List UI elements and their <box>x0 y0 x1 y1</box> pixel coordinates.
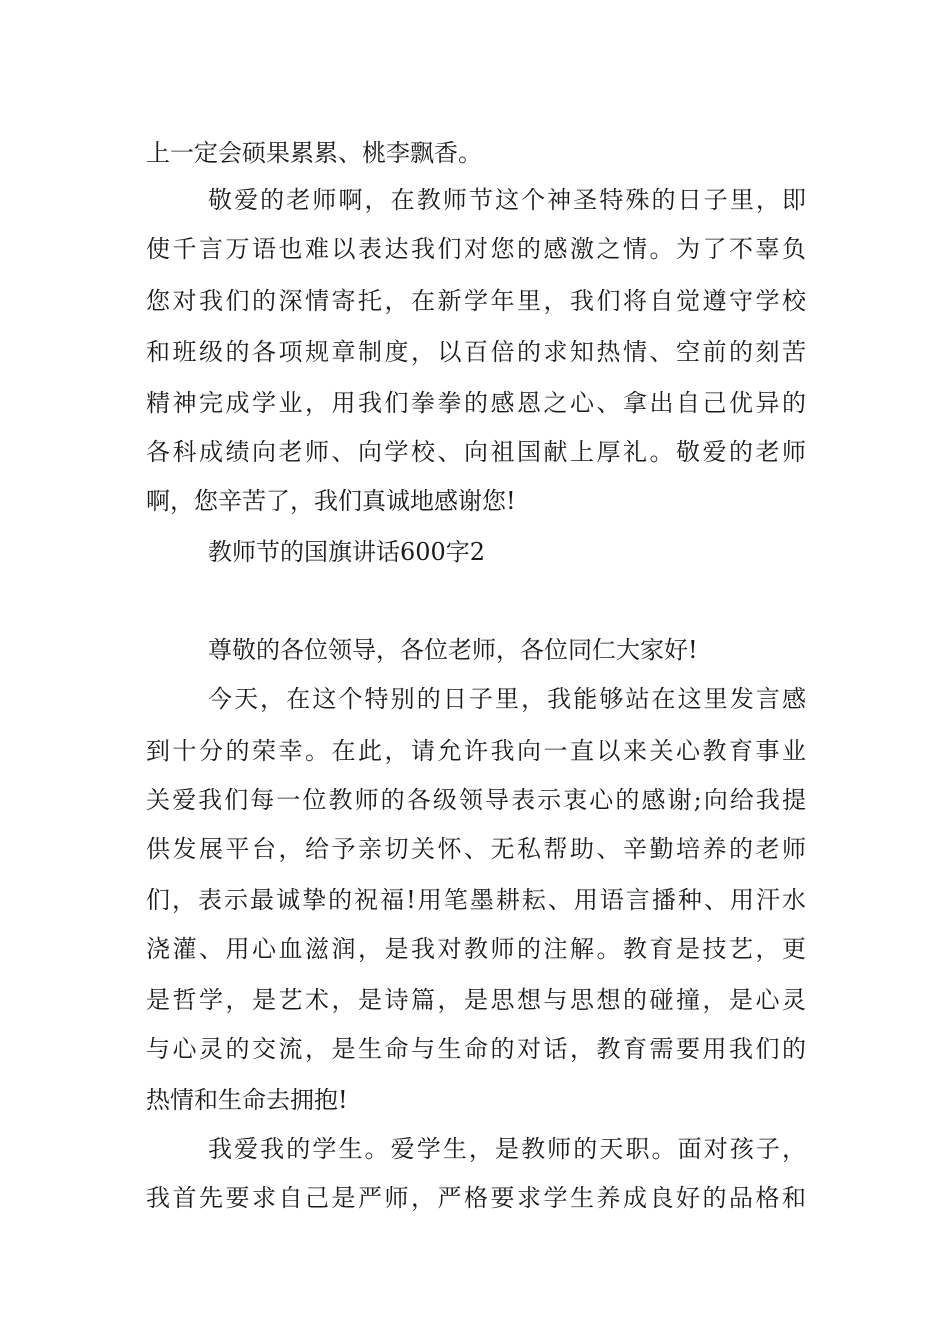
paragraph-today-line: 今天，在这个特别的日子里，我能够站在这里发言感 <box>208 685 806 713</box>
greeting-line: 尊敬的各位领导，各位老师，各位同仁大家好! <box>208 636 698 664</box>
paragraph-continuation-line: 上一定会硕果累累、桃李飘香。 <box>146 139 482 167</box>
paragraph-students-line: 我首先要求自己是严师，严格要求学生养成良好的品格和 <box>146 1184 806 1212</box>
paragraph-gratitude-line: 精神完成学业，用我们拳拳的感恩之心、拿出自己优异的 <box>146 389 806 417</box>
paragraph-today-line: 关爱我们每一位教师的各级领导表示衷心的感谢;向给我提 <box>146 786 806 814</box>
paragraph-gratitude-line: 啊，您辛苦了，我们真诚地感谢您! <box>146 487 516 515</box>
paragraph-today-line: 与心灵的交流，是生命与生命的对话，教育需要用我们的 <box>146 1035 806 1063</box>
paragraph-today-line: 供发展平台，给予亲切关怀、无私帮助、辛勤培养的老师 <box>146 835 806 863</box>
section-title: 教师节的国旗讲话600字2 <box>208 538 486 566</box>
paragraph-gratitude-line: 各科成绩向老师、向学校、向祖国献上厚礼。敬爱的老师 <box>146 438 806 466</box>
paragraph-today-line: 浇灌、用心血滋润，是我对教师的注解。教育是技艺，更 <box>146 935 806 963</box>
paragraph-gratitude-line: 使千言万语也难以表达我们对您的感激之情。为了不辜负 <box>146 235 806 263</box>
paragraph-today-line: 们，表示最诚挚的祝福!用笔墨耕耘、用语言播种、用汗水 <box>146 886 806 914</box>
paragraph-gratitude-line: 您对我们的深情寄托，在新学年里，我们将自觉遵守学校 <box>146 287 806 315</box>
paragraph-gratitude-line: 和班级的各项规章制度，以百倍的求知热情、空前的刻苦 <box>146 338 806 366</box>
paragraph-today-line: 到十分的荣幸。在此，请允许我向一直以来关心教育事业 <box>146 737 806 765</box>
paragraph-today-line: 热情和生命去拥抱! <box>146 1086 348 1114</box>
paragraph-gratitude-line: 敬爱的老师啊，在教师节这个神圣特殊的日子里，即 <box>208 186 806 214</box>
paragraph-today-line: 是哲学，是艺术，是诗篇，是思想与思想的碰撞，是心灵 <box>146 986 806 1014</box>
paragraph-students-line: 我爱我的学生。爱学生，是教师的天职。面对孩子， <box>208 1135 806 1163</box>
